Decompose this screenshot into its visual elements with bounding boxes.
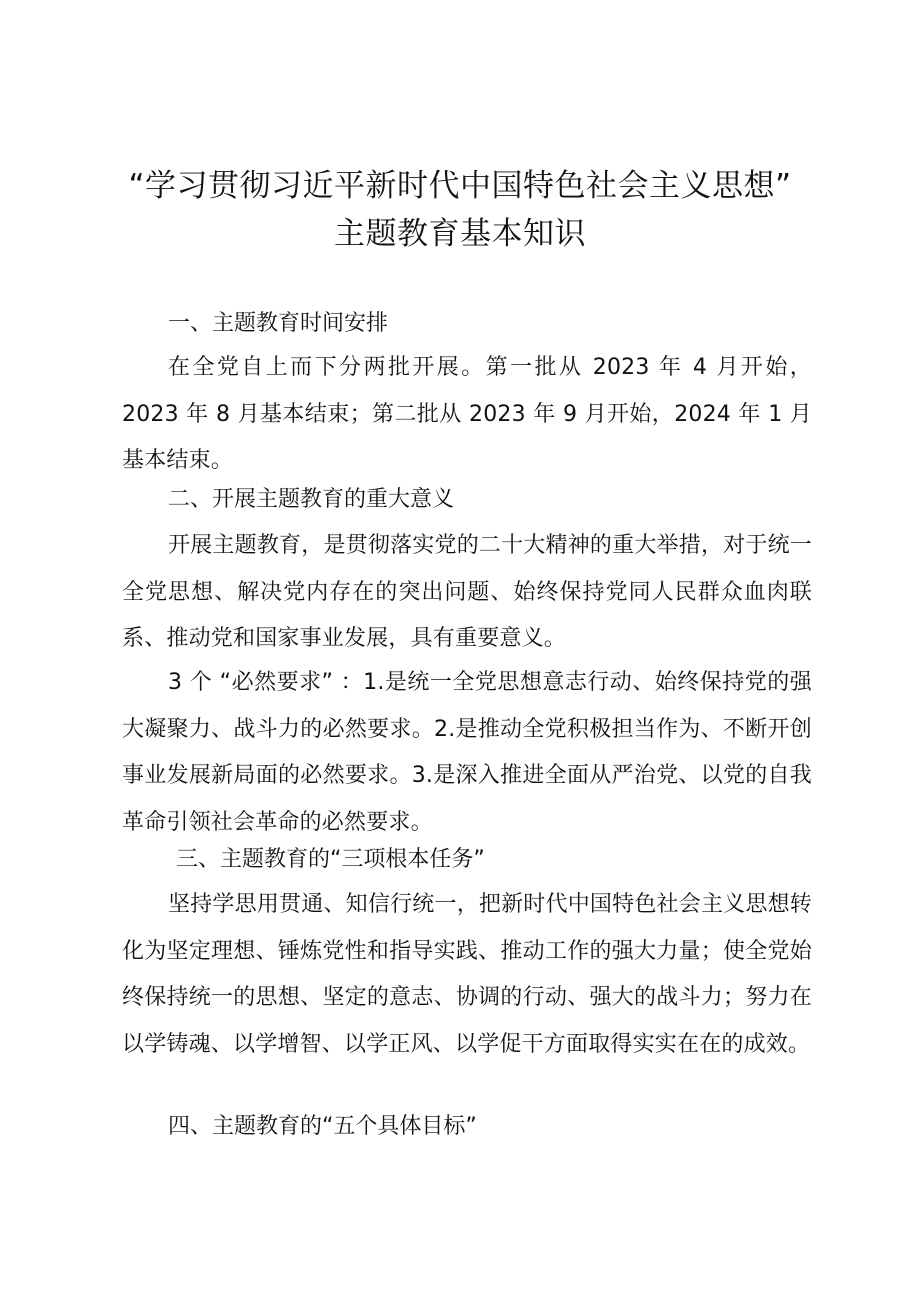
section-heading-1: 一、主题教育时间安排 xyxy=(168,311,389,336)
section-1-paragraph-1: 在全党自上而下分两批开展。第一批从 2023 年 4 月开始，2023 年 8 月基本结束；第二批从 2023 年 9 月开始，2024 年 1 月基本结束。 xyxy=(122,355,812,473)
section-heading-3: 三、主题教育的“三项根本任务” xyxy=(176,847,485,872)
section-2-paragraph-2: 3 个 “必然要求” ：1.是统一全党思想意志行动、始终保持党的强大凝聚力、战斗力的必然要求。2.是推动全党积极担当作为、不断开创事业发展新局面的必然要求。3.是深入推进全面从严治党、以党的自我革命引领社会革命的必然要求。 xyxy=(122,670,812,835)
document-title-line-1: “学习贯彻习近平新时代中国特色社会主义思想” xyxy=(128,168,792,204)
section-2-paragraph-1: 开展主题教育，是贯彻落实党的二十大精神的重大举措，对于统一全党思想、解决党内存在的突出问题、始终保持党同人民群众血肉联系、推动党和国家事业发展，具有重要意义。 xyxy=(122,533,812,651)
section-heading-4: 四、主题教育的“五个具体目标” xyxy=(168,1114,477,1139)
document-title-line-2: 主题教育基本知识 xyxy=(334,216,586,252)
section-3-paragraph-1: 坚持学思用贯通、知信行统一，把新时代中国特色社会主义思想转化为坚定理想、锤炼党性和指导实践、推动工作的强大力量；使全党始终保持统一的思想、坚定的意志、协调的行动、强大的战斗力；努力在以学铸魂、以学增智、以学正风、以学促干方面取得实实在在的成效。 xyxy=(122,892,812,1057)
section-heading-2: 二、开展主题教育的重大意义 xyxy=(168,487,455,512)
